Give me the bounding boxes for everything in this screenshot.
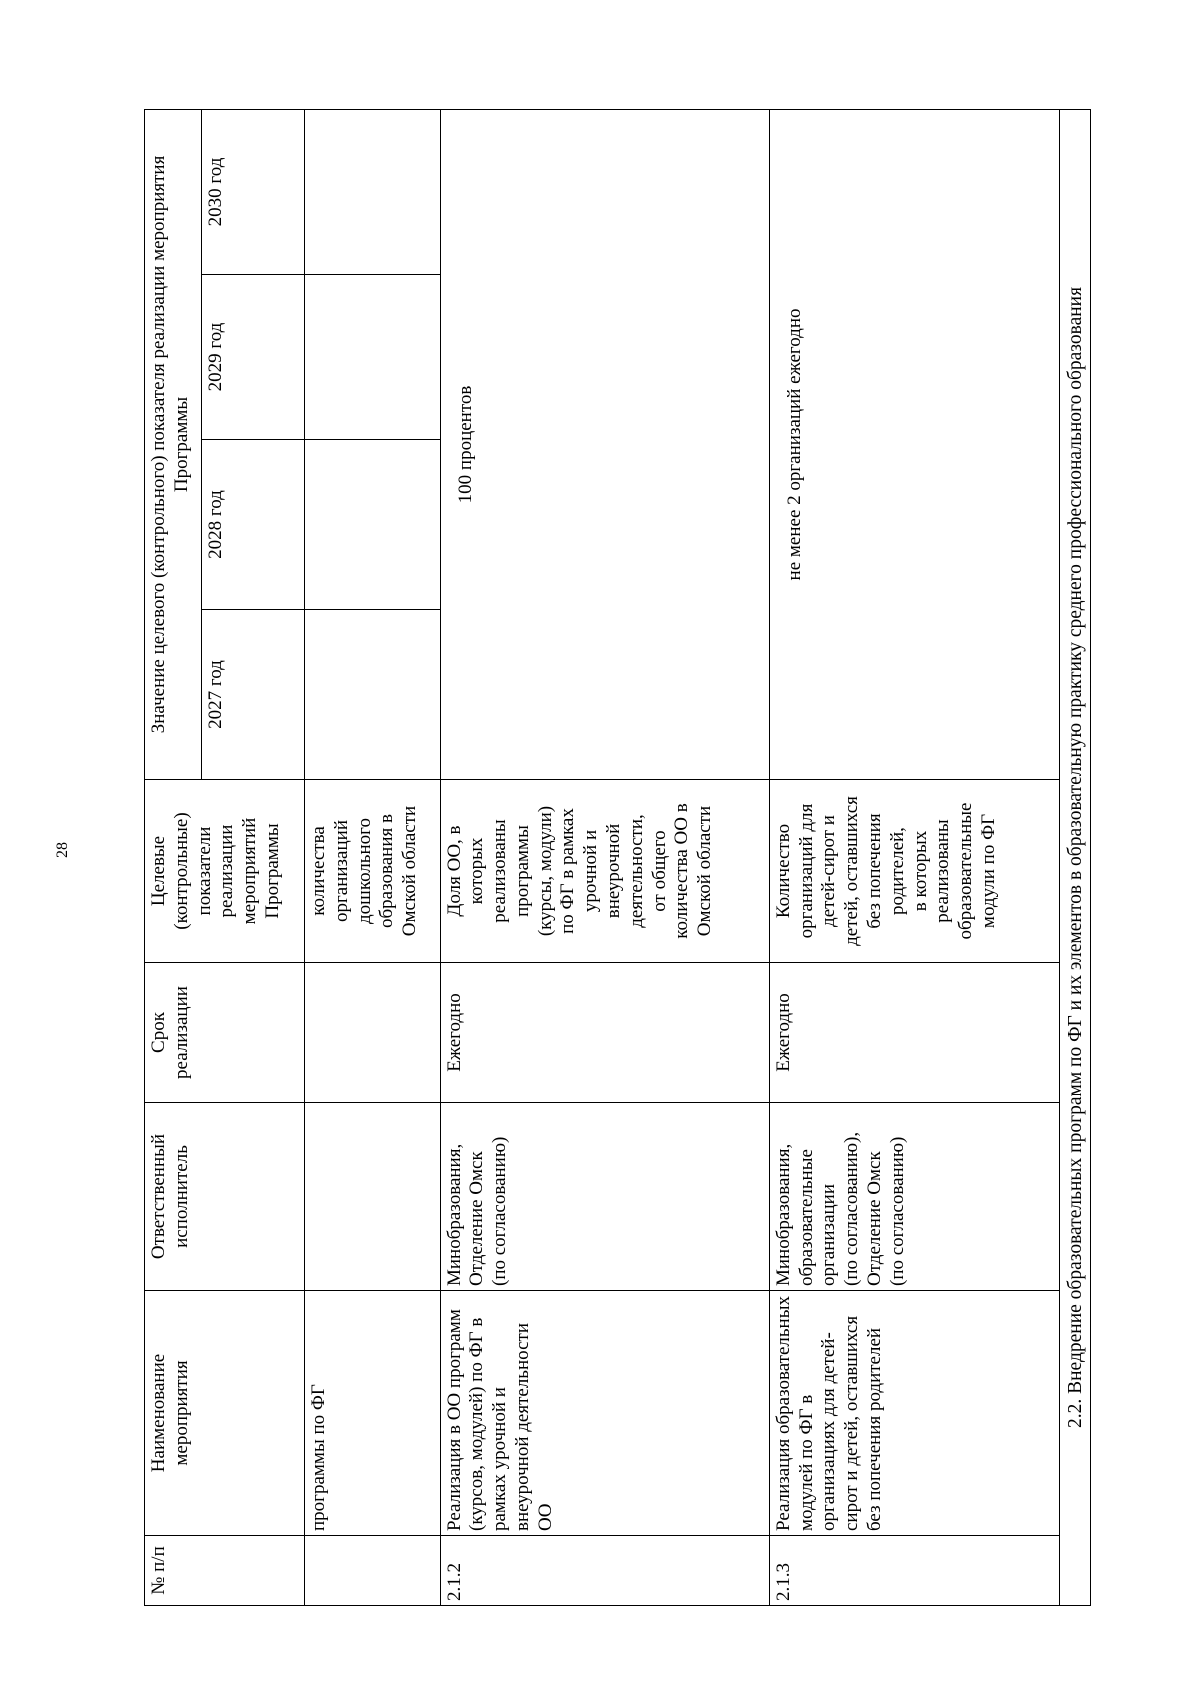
header-name: Наименование мероприятия <box>145 1291 305 1536</box>
page-number: 28 <box>54 842 71 858</box>
row-name: программы по ФГ <box>304 1291 440 1536</box>
row-num: 2.1.2 <box>440 1536 769 1606</box>
row-term <box>304 963 440 1103</box>
header-row <box>145 109 202 1605</box>
row-name: Реализация в ОО программ (курсов, модулей) по ФГ в рамках урочной и внеурочной деятельности ОО <box>440 1291 769 1536</box>
table-row <box>769 109 1060 1605</box>
row-executor <box>304 1103 440 1291</box>
row-name: Реализация образовательных модулей по ФГ в организациях для детей-сирот и детей, оставшихся без попечения родителей <box>769 1291 1060 1536</box>
row-value-2027 <box>304 610 440 780</box>
header-year-2027: 2027 год <box>201 610 304 780</box>
row-value-2028 <box>304 440 440 610</box>
header-value-group: Значение целевого (контрольного) показателя реализации мероприятия Программы <box>145 109 202 779</box>
header-year-2030: 2030 год <box>201 109 304 274</box>
row-value-2029 <box>304 275 440 440</box>
row-num: 2.1.3 <box>769 1536 1060 1606</box>
header-year-2029: 2029 год <box>201 275 304 440</box>
row-term: Ежегодно <box>440 963 769 1103</box>
header-executor: Ответственный исполнитель <box>145 1103 305 1291</box>
header-num: № п/п <box>145 1536 305 1606</box>
program-measures-table <box>144 109 1091 1606</box>
table-row <box>440 109 769 1605</box>
row-value: не менее 2 организаций ежегодно <box>769 109 1060 779</box>
section-row <box>1060 109 1091 1605</box>
header-term: Срок реализации <box>145 963 305 1103</box>
row-executor: Минобразования, образовательные организации (по согласованию), Отделение Омск (по согласованию) <box>769 1103 1060 1291</box>
row-term: Ежегодно <box>769 963 1060 1103</box>
rotated-page-content <box>144 110 1091 1606</box>
row-num <box>304 1536 440 1606</box>
row-indicator: Количество организаций для детей-сирот и детей, оставшихся без попечения родителей, в которых реализованы образовательные модули по ФГ <box>769 780 1060 963</box>
header-year-2028: 2028 год <box>201 440 304 610</box>
row-value: 100 процентов <box>440 109 769 779</box>
row-indicator: Доля ОО, в которых реализованы программы (курсы, модули) по ФГ в рамках урочной и внеурочной деятельности, от общего количества ОО в Омской области <box>440 780 769 963</box>
table-row <box>304 109 440 1605</box>
section-title: 2.2. Внедрение образовательных программ по ФГ и их элементов в образовательную практику среднего профессионального образования <box>1060 109 1091 1605</box>
header-indicator: Целевые (контрольные) показатели реализации мероприятий Программы <box>145 780 305 963</box>
row-value-2030 <box>304 109 440 274</box>
row-executor: Минобразования, Отделение Омск (по согласованию) <box>440 1103 769 1291</box>
row-indicator: количества организаций дошкольного образования в Омской области <box>304 780 440 963</box>
